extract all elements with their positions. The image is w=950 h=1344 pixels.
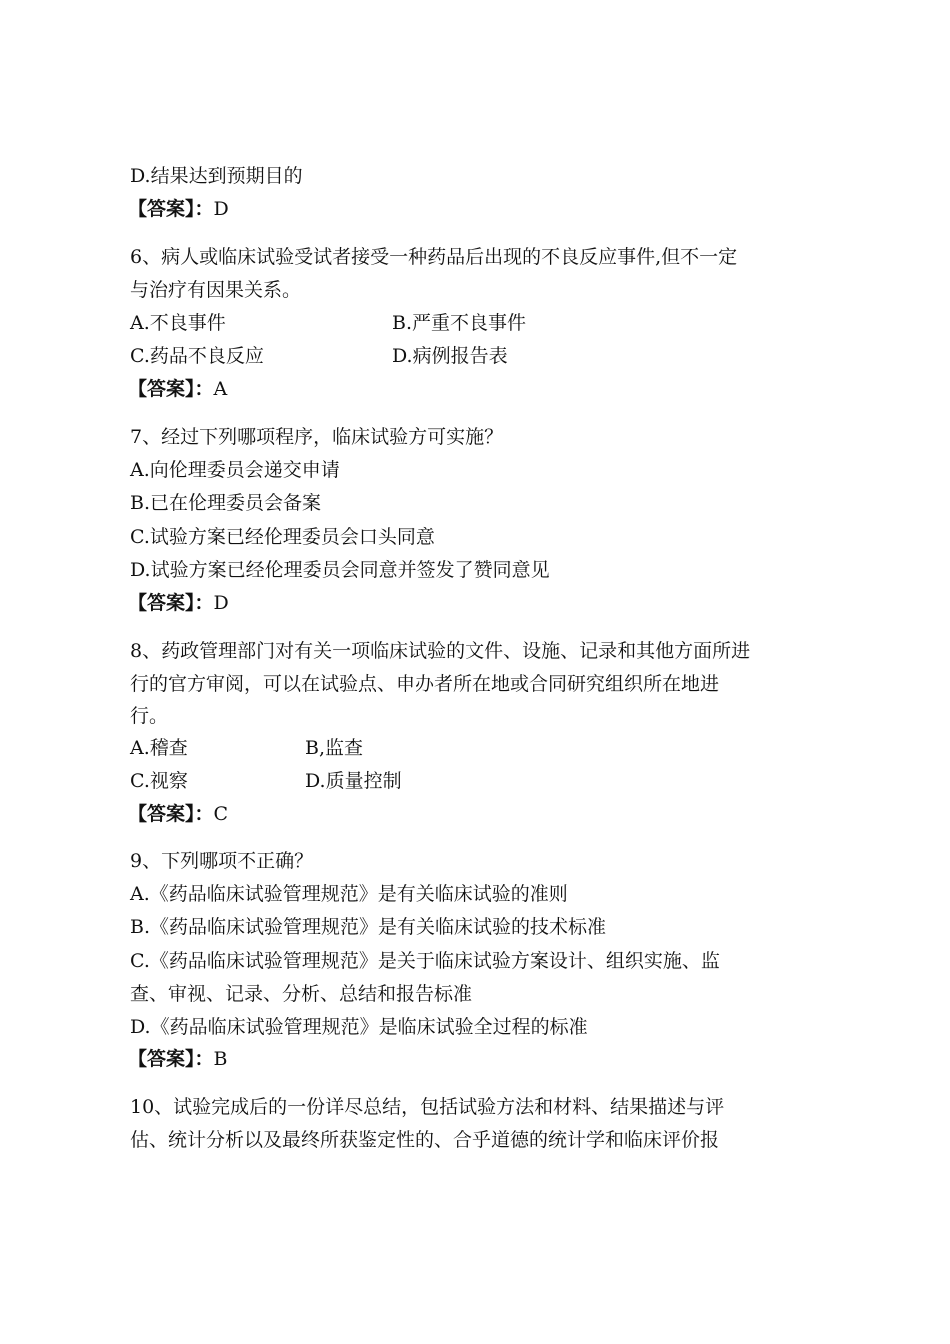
q5-answer (128, 196, 229, 222)
q7-option-b: B.已在伦理委员会备案 (130, 492, 322, 514)
answer-value: C (213, 803, 229, 825)
q8-option-d: D.质量控制 (305, 770, 402, 792)
q6-answer (128, 376, 227, 402)
answer-value: A (213, 378, 228, 400)
q9-option-d: D.《药品临床试验管理规范》是临床试验全过程的标准 (130, 1016, 588, 1038)
q6-option-a: A.不良事件 (130, 312, 226, 334)
answer-label: 【答案】： (128, 378, 214, 400)
q8-answer (128, 801, 228, 827)
q6-question-line2: 与治疗有因果关系。 (130, 279, 302, 301)
answer-label: 【答案】： (128, 592, 214, 614)
q6-option-b: B.严重不良事件 (392, 312, 527, 334)
q9-question: 9、下列哪项不正确？ (130, 850, 314, 872)
q9-option-c-line1: C.《药品临床试验管理规范》是关于临床试验方案设计、组织实施、监 (130, 950, 720, 972)
q9-option-a: A.《药品临床试验管理规范》是有关临床试验的准则 (130, 883, 568, 905)
q9-answer (128, 1046, 227, 1072)
q7-question: 7、经过下列哪项程序，临床试验方可实施？ (130, 426, 504, 448)
q8-question-line2: 行的官方审阅，可以在试验点、申办者所在地或合同研究组织所在地进 (130, 673, 720, 695)
answer-label: 【答案】： (128, 198, 214, 220)
q6-option-d: D.病例报告表 (392, 345, 508, 367)
q7-answer (128, 590, 229, 616)
q10-question-line2: 估、统计分析以及最终所获鉴定性的、合乎道德的统计学和临床评价报 (130, 1129, 720, 1151)
q8-question-line3: 行。 (130, 705, 169, 727)
answer-value: D (213, 198, 229, 220)
q8-option-c: C.视察 (130, 770, 188, 792)
q8-option-b: B,监查 (305, 737, 364, 759)
q9-option-b: B.《药品临床试验管理规范》是有关临床试验的技术标准 (130, 916, 607, 938)
answer-value: B (213, 1048, 228, 1070)
q10-question-line1: 10、试验完成后的一份详尽总结，包括试验方法和材料、结果描述与评 (130, 1096, 725, 1118)
answer-label: 【答案】： (128, 1048, 214, 1070)
q7-option-d: D.试验方案已经伦理委员会同意并签发了赞同意见 (130, 559, 550, 581)
q8-question-line1: 8、药政管理部门对有关一项临床试验的文件、设施、记录和其他方面所进 (130, 640, 751, 662)
q6-question-line1: 6、病人或临床试验受试者接受一种药品后出现的不良反应事件,但不一定 (130, 246, 738, 268)
q9-option-c-line2: 查、审视、记录、分析、总结和报告标准 (130, 983, 473, 1005)
q6-option-c: C.药品不良反应 (130, 345, 264, 367)
q7-option-a: A.向伦理委员会递交申请 (130, 459, 340, 481)
q7-option-c: C.试验方案已经伦理委员会口头同意 (130, 526, 435, 548)
answer-label: 【答案】： (128, 803, 214, 825)
answer-value: D (213, 592, 229, 614)
q5-option-d: D.结果达到预期目的 (130, 165, 303, 187)
q8-option-a: A.稽查 (130, 737, 188, 759)
